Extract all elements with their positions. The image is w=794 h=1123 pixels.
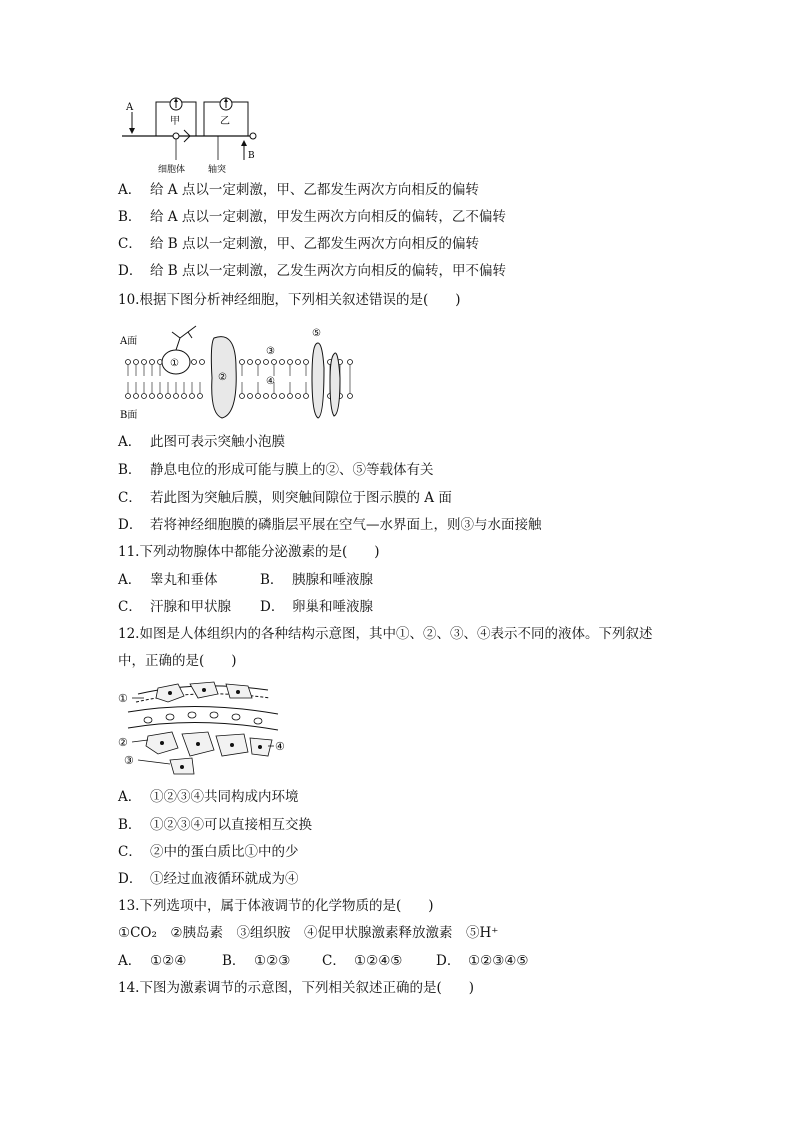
q10-option-a[interactable]: A． 此图可表示突触小泡膜 — [118, 434, 285, 450]
q11-option-d[interactable]: D． 卵巢和唾液腺 — [260, 599, 373, 615]
cell-membrane-svg — [118, 318, 358, 426]
q9-option-c[interactable]: C． 给 B 点以一定刺激，甲、乙都发生两次方向相反的偏转 — [118, 236, 480, 252]
channel-protein-5 — [312, 343, 324, 418]
q12-option-a[interactable]: A． ①②③④共同构成内环境 — [118, 789, 299, 805]
q9-option-d[interactable]: D． 给 B 点以一定刺激，乙发生两次方向相反的偏转，甲不偏转 — [118, 263, 507, 279]
cell-body-label: 细胞体 — [158, 165, 186, 175]
meter-jia-label: 甲 — [170, 116, 180, 127]
marker-1: ① — [118, 692, 128, 705]
q13-option-d[interactable]: D． ①②③④⑤ — [436, 953, 529, 969]
q13-option-c[interactable]: C． ①②④⑤ — [322, 953, 403, 969]
q12-option-d[interactable]: D． ①经过血液循环就成为④ — [118, 871, 299, 887]
cell-membrane-figure — [118, 318, 358, 430]
cell-nuclei — [160, 688, 262, 769]
marker-3: ③ — [124, 754, 134, 767]
q10-option-b[interactable]: B． 静息电位的形成可能与膜上的②、⑤等载体有关 — [118, 462, 434, 478]
side-a-label: A面 — [120, 336, 138, 347]
q10-option-c[interactable]: C． 若此图为突触后膜，则突触间隙位于图示膜的 A 面 — [118, 490, 452, 506]
q10-option-d[interactable]: D． 若将神经细胞膜的磷脂层平展在空气—水界面上，则③与水面接触 — [118, 517, 542, 533]
marker-4: ④ — [266, 376, 275, 387]
marker-1: ① — [170, 358, 179, 369]
marker-5: ⑤ — [312, 328, 321, 339]
point-a-label: A — [126, 102, 134, 113]
neuron-galvanometer-svg — [118, 94, 268, 176]
q11-option-a[interactable]: A． 睾丸和垂体 — [118, 572, 218, 588]
q14-stem: 14.下图为激素调节的示意图，下列相关叙述正确的是( ) — [118, 980, 475, 996]
q12-stem-line-1: 12.如图是人体组织内的各种结构示意图，其中①、②、③、④表示不同的液体。下列叙述 — [118, 626, 653, 642]
tissue-fluid-figure — [118, 680, 290, 782]
q11-options-row-2 — [118, 597, 373, 617]
point-b-label: B — [248, 151, 255, 161]
axon-label: 轴突 — [208, 165, 227, 175]
marker-2: ② — [218, 372, 227, 383]
q11-stem: 11.下列动物腺体中都能分泌激素的是( ) — [118, 544, 380, 560]
q13-stem: 13.下列选项中，属于体液调节的化学物质的是( ) — [118, 898, 434, 914]
marker-2: ② — [118, 736, 128, 749]
tissue-fluid-svg — [118, 680, 290, 778]
q13-items: ①CO₂ ②胰岛素 ③组织胺 ④促甲状腺激素释放激素 ⑤H⁺ — [118, 925, 499, 941]
marker-4: ④ — [275, 740, 285, 753]
marker-3: ③ — [266, 346, 275, 357]
q11-option-c[interactable]: C． 汗腺和甲状腺 — [118, 599, 231, 615]
q12-option-c[interactable]: C． ②中的蛋白质比①中的少 — [118, 844, 299, 860]
q13-options-row — [118, 951, 529, 971]
q11-option-b[interactable]: B． 胰腺和唾液腺 — [260, 572, 373, 588]
neuron-galvanometer-figure — [118, 94, 268, 180]
q13-option-b[interactable]: B． ①②③ — [222, 953, 291, 969]
q10-stem: 10.根据下图分析神经细胞，下列相关叙述错误的是( ) — [118, 292, 461, 308]
q9-option-a[interactable]: A． 给 A 点以一定刺激，甲、乙都发生两次方向相反的偏转 — [118, 182, 479, 198]
q12-option-b[interactable]: B． ①②③④可以直接相互交换 — [118, 817, 312, 833]
q11-options-row-1 — [118, 570, 373, 590]
q9-option-b[interactable]: B． 给 A 点以一定刺激，甲发生两次方向相反的偏转，乙不偏转 — [118, 209, 506, 225]
q13-option-a[interactable]: A． ①②④ — [118, 953, 187, 969]
q12-stem-line-2: 中，正确的是( ) — [118, 653, 237, 669]
meter-yi-label: 乙 — [220, 116, 230, 127]
side-b-label: B面 — [120, 410, 138, 421]
